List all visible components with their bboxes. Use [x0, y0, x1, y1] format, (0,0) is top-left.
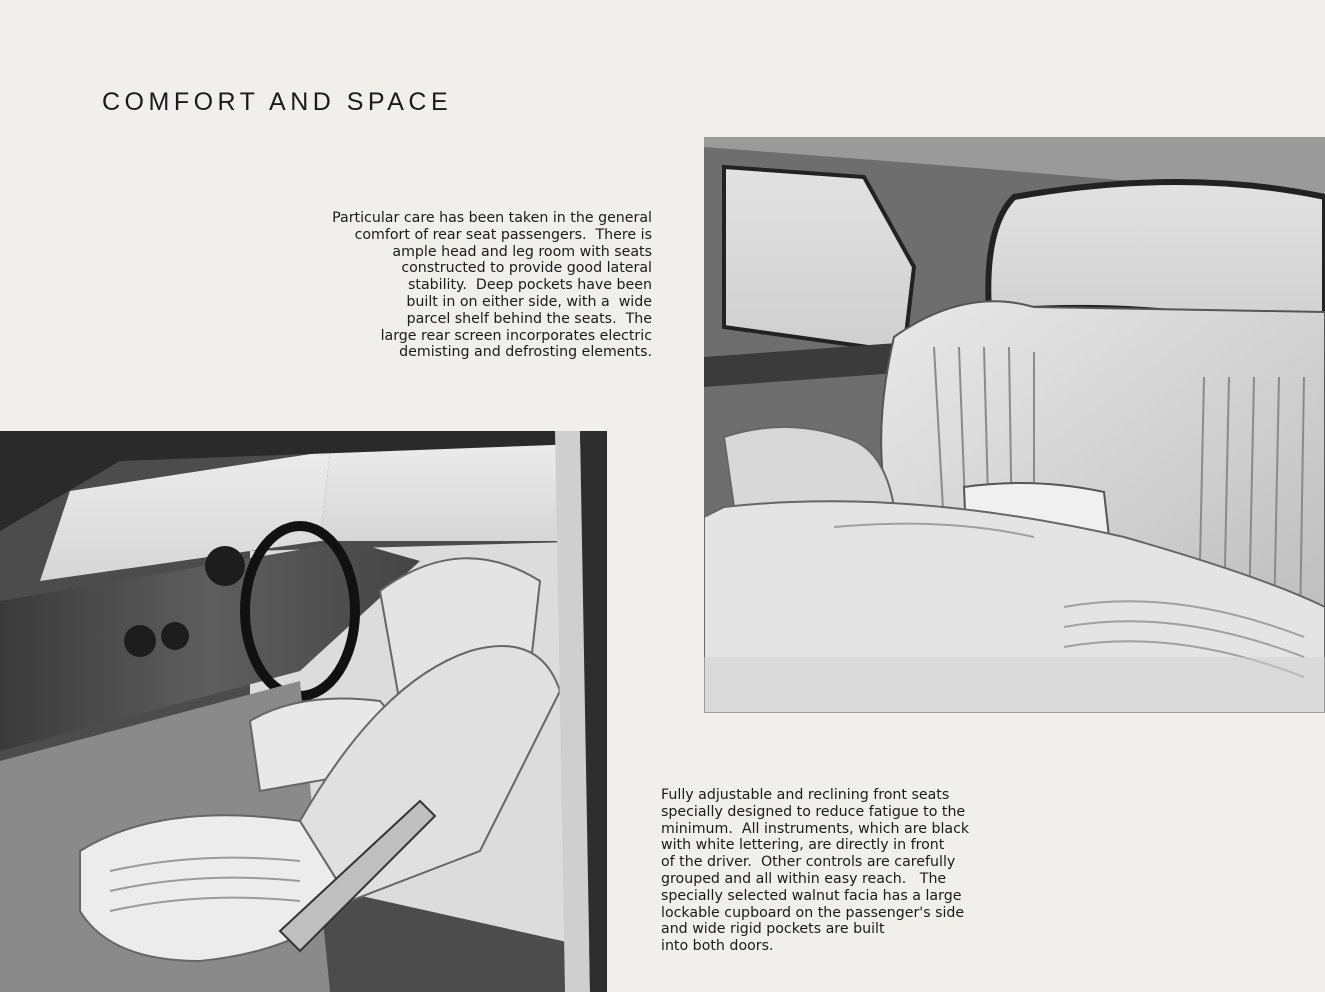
rear-seat-description: Particular care has been taken in the general comfort of rear seat passengers. There is ample head and leg room with seats constructed to provide good lateral stability. Deep pockets have been built in on either side, with a wide parcel shelf behind the seats. The large rear screen incorporates electric demisting and defrosting elements. [332, 210, 652, 361]
page-title: COMFORT AND SPACE [102, 88, 453, 116]
front-seat-photo [0, 431, 607, 992]
rear-seat-photo [704, 137, 1325, 713]
front-seat-description: Fully adjustable and reclining front seats specially designed to reduce fatigue to the minimum. All instruments, which are black with white lettering, are directly in front of the driver. Other controls are carefully grouped and all within easy reach. The specially selected walnut facia has a large lockable cupboard on the passenger's side and wide rigid pockets are built into both doors. [661, 787, 970, 955]
